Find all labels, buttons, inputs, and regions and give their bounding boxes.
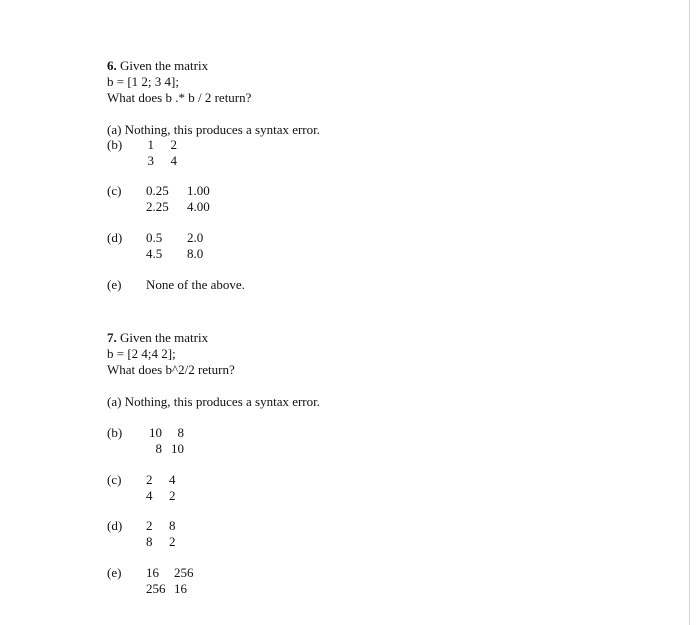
matrix-cell: 2 <box>170 137 177 152</box>
q6-option-c-label: (c) <box>107 183 122 198</box>
matrix-cell: 8 <box>169 518 176 533</box>
q7-prompt: Given the matrix <box>120 330 209 345</box>
q6-question: What does b .* b / 2 return? <box>107 90 252 105</box>
matrix-cell: 8 <box>155 441 162 456</box>
matrix-cell: 3 <box>147 153 154 168</box>
q6-option-e-text: None of the above. <box>146 277 245 292</box>
q6-heading <box>107 58 208 73</box>
matrix-cell: 2 <box>169 534 176 549</box>
matrix-cell: 4.5 <box>146 246 163 261</box>
matrix-cell: 0.25 <box>146 183 169 198</box>
matrix-cell: 8.0 <box>187 246 204 261</box>
q7-number: 7. <box>107 330 117 345</box>
matrix-cell: 16 <box>146 565 159 580</box>
matrix-cell: 1 <box>147 137 154 152</box>
matrix-cell: 16 <box>174 581 187 596</box>
q7-option-a: (a) Nothing, this produces a syntax error. <box>107 394 321 409</box>
q6-option-b-label: (b) <box>107 137 123 152</box>
matrix-cell: 10 <box>171 441 184 456</box>
q7-option-e-label: (e) <box>107 565 122 580</box>
matrix-cell: 1.00 <box>187 183 210 198</box>
matrix-cell: 2.0 <box>187 230 204 245</box>
matrix-cell: 2.25 <box>146 199 169 214</box>
matrix-cell: 10 <box>149 425 162 440</box>
q6-option-a: (a) Nothing, this produces a syntax error. <box>107 122 321 137</box>
q6-option-e-label: (e) <box>107 277 122 292</box>
page-right-edge <box>689 0 690 625</box>
q6-option-d-label: (d) <box>107 230 123 245</box>
matrix-cell: 4.00 <box>187 199 210 214</box>
matrix-cell: 2 <box>146 518 153 533</box>
matrix-cell: 4 <box>169 472 176 487</box>
q6-prompt: Given the matrix <box>120 58 209 73</box>
matrix-cell: 8 <box>177 425 184 440</box>
q7-matrix-definition: b = [2 4;4 2]; <box>107 346 176 361</box>
q6-matrix-definition: b = [1 2; 3 4]; <box>107 74 179 89</box>
matrix-cell: 2 <box>169 488 176 503</box>
matrix-cell: 2 <box>146 472 153 487</box>
matrix-cell: 4 <box>170 153 177 168</box>
matrix-cell: 8 <box>146 534 153 549</box>
matrix-cell: 256 <box>174 565 194 580</box>
q6-number: 6. <box>107 58 117 73</box>
q7-question: What does b^2/2 return? <box>107 362 235 377</box>
q7-option-b-label: (b) <box>107 425 123 440</box>
q7-heading <box>107 330 208 345</box>
q7-option-d-label: (d) <box>107 518 123 533</box>
matrix-cell: 4 <box>146 488 153 503</box>
q7-option-c-label: (c) <box>107 472 122 487</box>
matrix-cell: 0.5 <box>146 230 163 245</box>
matrix-cell: 256 <box>146 581 166 596</box>
